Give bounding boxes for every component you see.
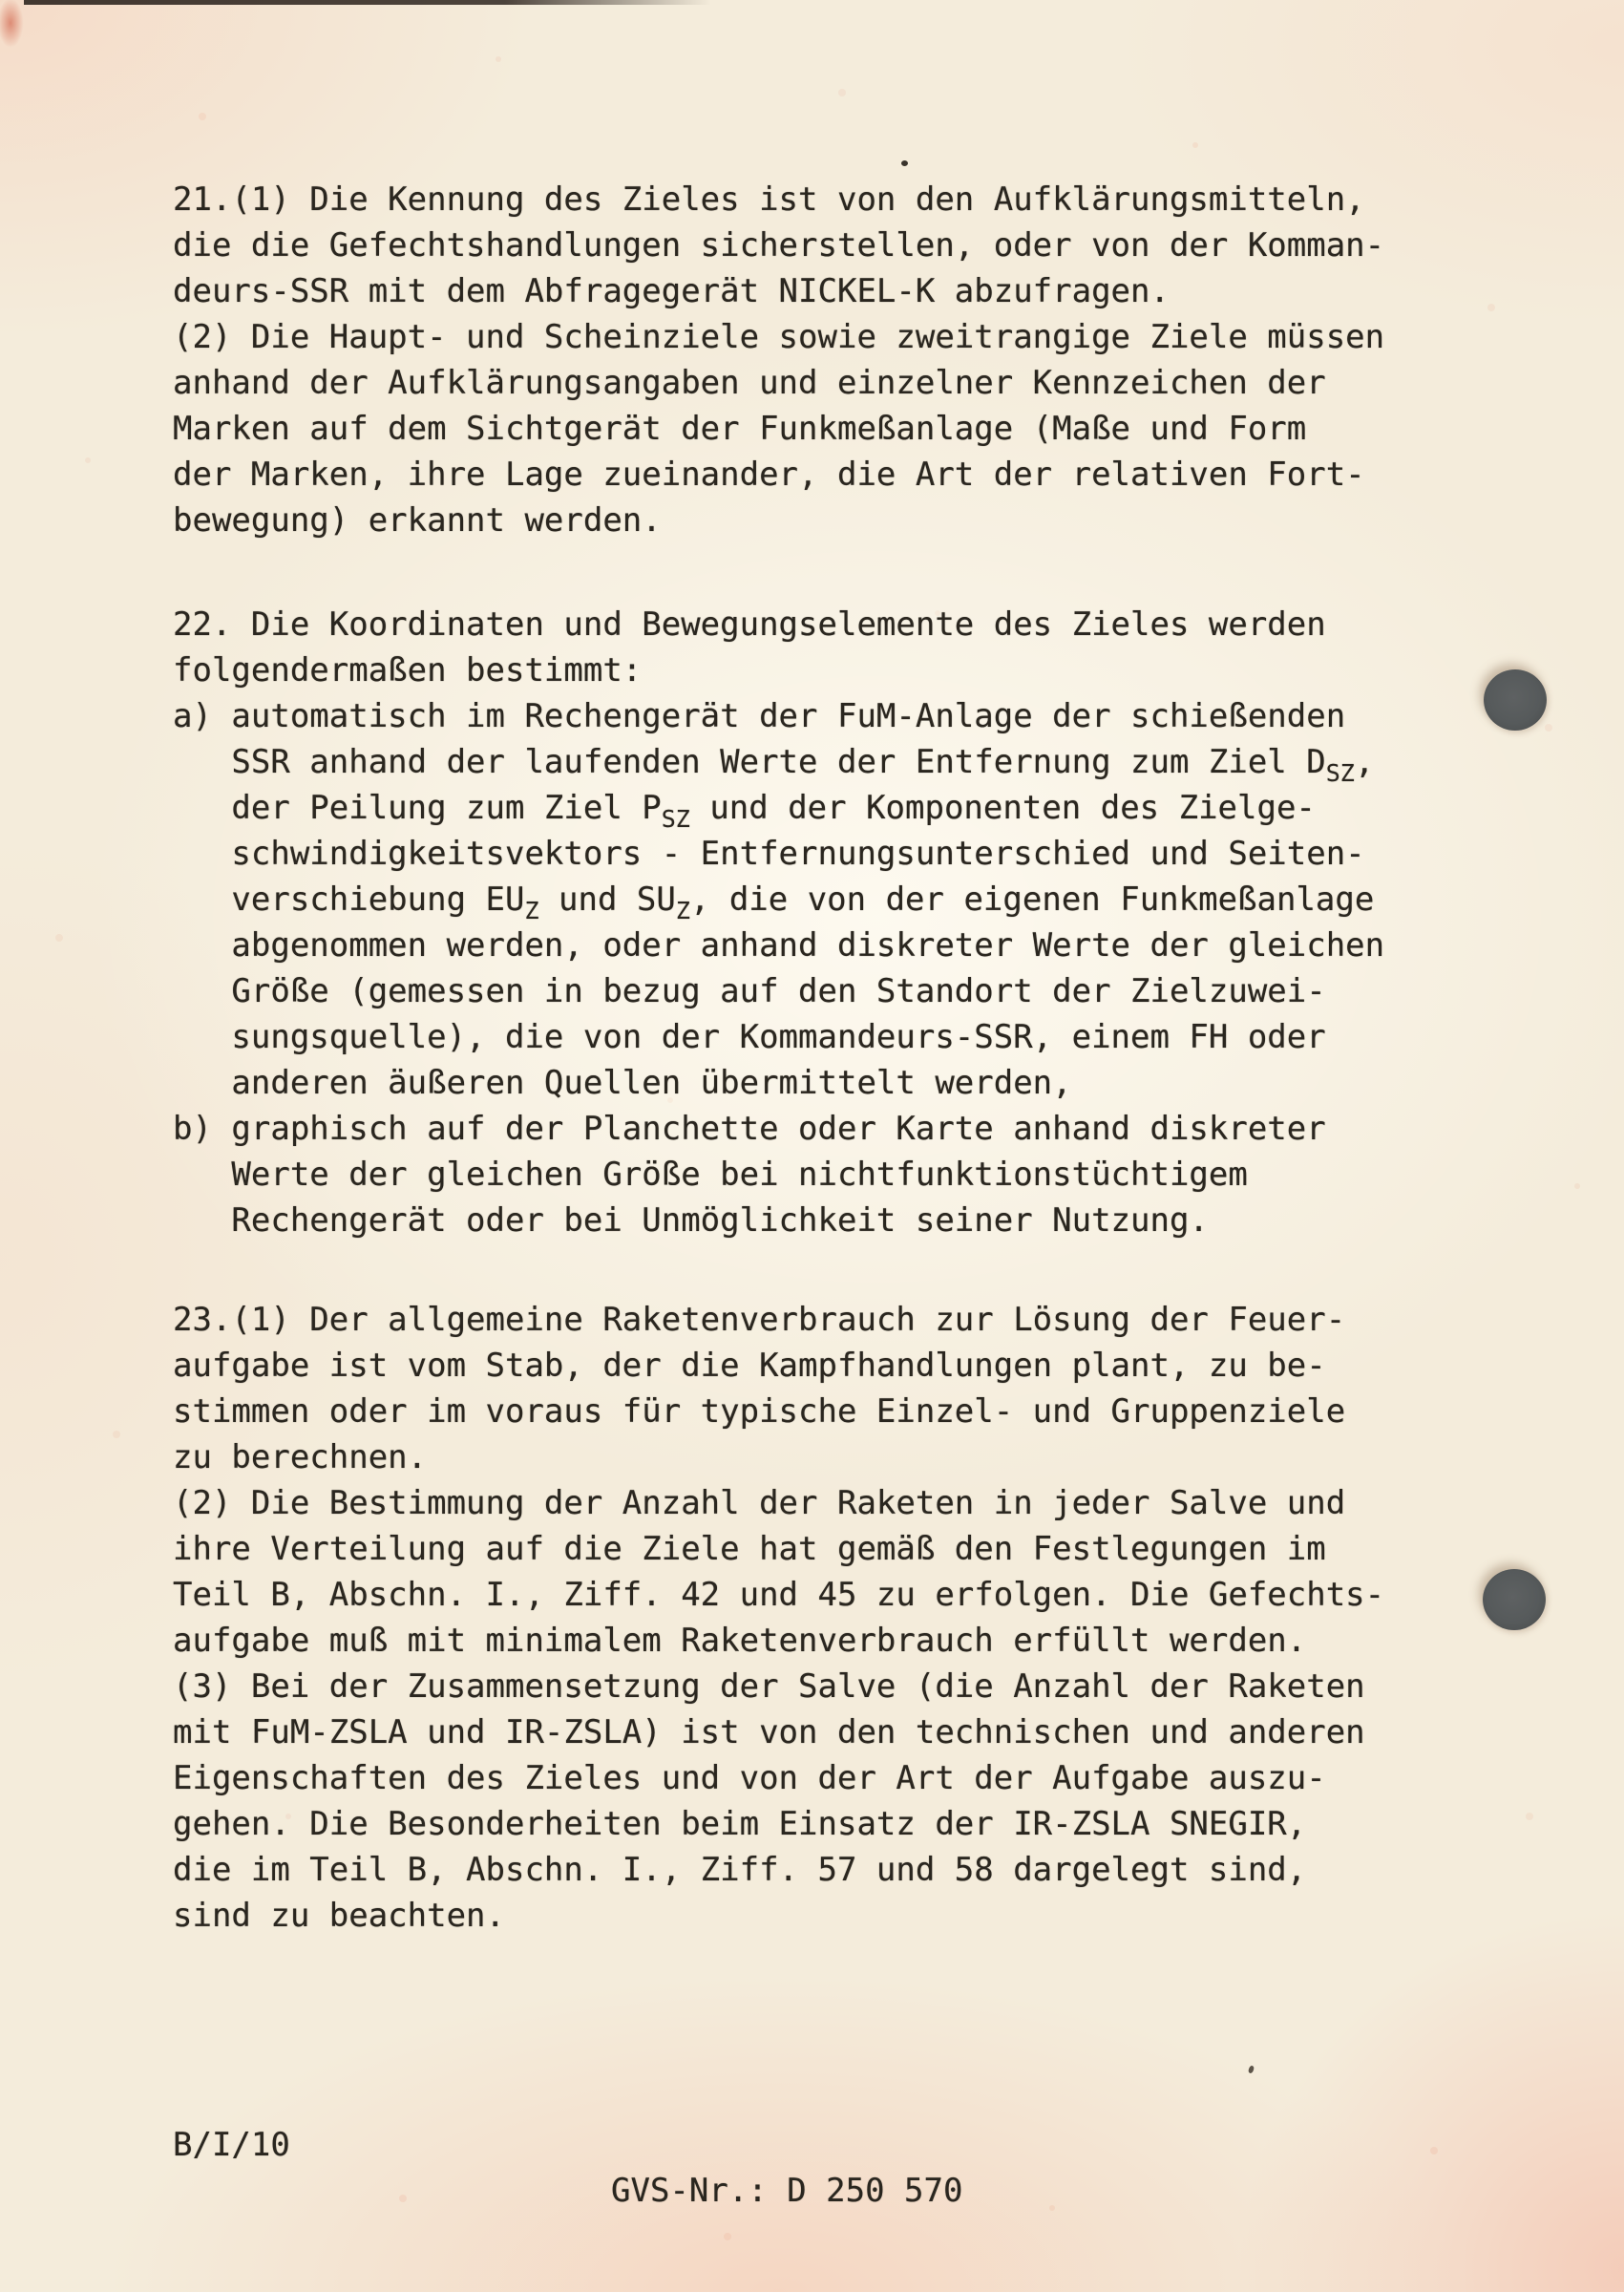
text-line xyxy=(173,1389,1384,1434)
text-line xyxy=(173,923,1384,968)
text-run: stimmen oder im voraus für typische Einzel- und Gruppenziele xyxy=(173,1392,1346,1431)
text-run: Eigenschaften des Zieles und von der Art der Aufgabe auszu- xyxy=(173,1759,1326,1797)
text-run: , xyxy=(1354,743,1375,781)
text-run: folgendermaßen bestimmt: xyxy=(173,651,643,690)
text-run: und der Komponenten des Zielge- xyxy=(689,789,1316,827)
text-run: aufgabe ist vom Stab, der die Kampfhandlungen plant, zu be- xyxy=(173,1347,1326,1385)
text-run: (2) Die Bestimmung der Anzahl der Raketen in jeder Salve und xyxy=(173,1484,1346,1522)
text-line xyxy=(173,968,1384,1014)
text-line xyxy=(173,1434,1384,1480)
text-line xyxy=(173,1709,1384,1755)
text-run: Rechengerät oder bei Unmöglichkeit seiner Nutzung. xyxy=(173,1201,1209,1240)
text-run: , die von der eigenen Funkmeßanlage xyxy=(689,881,1375,919)
text-line xyxy=(173,1343,1384,1389)
text-run: zu berechnen. xyxy=(173,1438,428,1476)
footer-reference: B/I/10 xyxy=(173,2126,290,2164)
text-line xyxy=(173,177,1384,223)
text-line xyxy=(173,647,1384,693)
paragraph xyxy=(173,177,1384,543)
text-run: der Peilung zum Ziel P xyxy=(173,789,662,827)
text-run: und SU xyxy=(538,881,676,919)
text-run: 21.(1) Die Kennung des Zieles ist von den Aufklärungsmitteln, xyxy=(173,180,1365,219)
text-line xyxy=(173,693,1384,739)
text-line xyxy=(173,1755,1384,1801)
text-line xyxy=(173,1664,1384,1709)
text-run: (2) Die Haupt- und Scheinziele sowie zweitrangige Ziele müssen xyxy=(173,318,1385,356)
text-run: die im Teil B, Abschn. I., Ziff. 57 und 58 dargelegt sind, xyxy=(173,1851,1307,1889)
text-line xyxy=(173,268,1384,314)
paragraph xyxy=(173,602,1384,1243)
text-line xyxy=(173,1198,1384,1243)
subscript: Z xyxy=(524,897,539,924)
text-line xyxy=(173,360,1384,406)
text-run: bewegung) erkannt werden. xyxy=(173,501,662,540)
text-run: a) automatisch im Rechengerät der FuM-Anlage der schießenden xyxy=(173,697,1346,735)
text-line xyxy=(173,877,1384,923)
text-line xyxy=(173,602,1384,647)
text-run: Marken auf dem Sichtgerät der Funkmeßanlage (Maße und Form xyxy=(173,410,1307,448)
text-line xyxy=(173,223,1384,268)
subscript: Z xyxy=(675,897,690,924)
text-line xyxy=(173,452,1384,498)
text-run: 22. Die Koordinaten und Bewegungselemente des Zieles werden xyxy=(173,605,1326,644)
text-run: Teil B, Abschn. I., Ziff. 42 und 45 zu erfolgen. Die Gefechts- xyxy=(173,1576,1385,1614)
text-line xyxy=(173,1480,1384,1526)
text-run: anhand der Aufklärungsangaben und einzelner Kennzeichen der xyxy=(173,364,1326,402)
text-line xyxy=(173,1106,1384,1152)
text-line xyxy=(173,785,1384,831)
text-run: deurs-SSR mit dem Abfragegerät NICKEL-K abzufragen. xyxy=(173,272,1170,310)
text-run: schwindigkeitsvektors - Entfernungsunterschied und Seiten- xyxy=(173,835,1365,873)
text-line xyxy=(173,1060,1384,1106)
text-run: Werte der gleichen Größe bei nichtfunktionstüchtigem xyxy=(173,1156,1248,1194)
text-line xyxy=(173,1014,1384,1060)
text-run: Größe (gemessen in bezug auf den Standort der Zielzuwei- xyxy=(173,972,1326,1010)
text-line xyxy=(173,1801,1384,1847)
paragraph xyxy=(173,1297,1384,1939)
text-line xyxy=(173,1297,1384,1343)
text-line xyxy=(173,314,1384,360)
text-line xyxy=(173,1572,1384,1618)
text-run: sungsquelle), die von der Kommandeurs-SSR, einem FH oder xyxy=(173,1018,1326,1056)
text-line xyxy=(173,498,1384,543)
text-line xyxy=(173,406,1384,452)
text-run: (3) Bei der Zusammensetzung der Salve (die Anzahl der Raketen xyxy=(173,1667,1365,1706)
subscript: SZ xyxy=(1325,759,1355,787)
text-run: b) graphisch auf der Planchette oder Karte anhand diskreter xyxy=(173,1110,1326,1148)
text-run: gehen. Die Besonderheiten beim Einsatz der IR-ZSLA SNEGIR, xyxy=(173,1805,1307,1843)
text-run: aufgabe muß mit minimalem Raketenverbrauch erfüllt werden. xyxy=(173,1622,1307,1660)
text-run: anderen äußeren Quellen übermittelt werden, xyxy=(173,1064,1072,1102)
text-run: verschiebung EU xyxy=(173,881,525,919)
page-footer xyxy=(0,2076,1624,2260)
text-run: mit FuM-ZSLA und IR-ZSLA) ist von den technischen und anderen xyxy=(173,1713,1365,1751)
text-run: ihre Verteilung auf die Ziele hat gemäß den Festlegungen im xyxy=(173,1530,1326,1568)
text-run: die die Gefechtshandlungen sicherstellen, oder von der Komman- xyxy=(173,226,1385,265)
text-run: SSR anhand der laufenden Werte der Entfernung zum Ziel D xyxy=(173,743,1326,781)
text-line xyxy=(173,1893,1384,1939)
text-run: sind zu beachten. xyxy=(173,1897,505,1935)
text-line xyxy=(173,1526,1384,1572)
subscript: SZ xyxy=(661,805,690,833)
text-line xyxy=(173,831,1384,877)
text-line xyxy=(173,1618,1384,1664)
text-run: der Marken, ihre Lage zueinander, die Art der relativen Fort- xyxy=(173,456,1365,494)
text-run: abgenommen werden, oder anhand diskreter Werte der gleichen xyxy=(173,926,1385,965)
text-line xyxy=(173,1847,1384,1893)
text-line xyxy=(173,1152,1384,1198)
text-line xyxy=(173,739,1384,785)
footer-gvs-number: GVS-Nr.: D 250 570 xyxy=(611,2172,963,2210)
text-run: 23.(1) Der allgemeine Raketenverbrauch zur Lösung der Feuer- xyxy=(173,1301,1346,1339)
